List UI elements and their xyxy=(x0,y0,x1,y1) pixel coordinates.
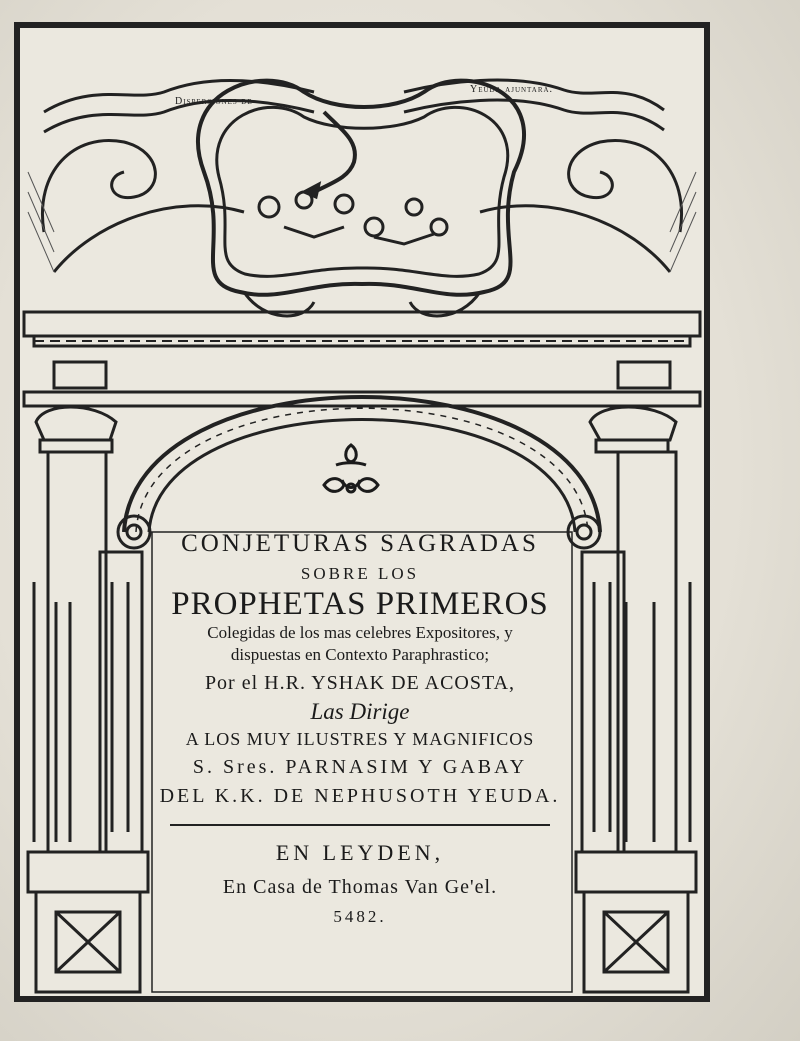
subtitle-line-b: dispuestas en Contexto Paraphrastico; xyxy=(230,645,490,664)
title-text-block xyxy=(150,530,570,927)
title-line-2: SOBRE LOS xyxy=(300,564,420,583)
dedication-line: Las Dirige xyxy=(310,699,410,724)
imprint-place: EN LEYDEN, xyxy=(275,840,445,865)
main-title: PROPHETAS PRIMEROS xyxy=(171,586,549,622)
subtitle-line-a: Colegidas de los mas celebres Expositores, y xyxy=(207,623,513,642)
imprint-year: 5482. xyxy=(333,907,387,926)
banner-left-text: Dispersiones de xyxy=(175,96,253,107)
title-line-1: CONJETURAS SAGRADAS xyxy=(181,530,539,557)
fleuron-ornament-icon xyxy=(316,440,386,510)
congregation-line: DEL K.K. DE NEPHUSOTH YEUDA. xyxy=(159,785,561,807)
officers-line: S. Sres. PARNASIM Y GABAY xyxy=(192,756,528,778)
dedicatees-line: A LOS MUY ILUSTRES Y MAGNIFICOS xyxy=(185,729,535,749)
author-line: Por el H.R. YSHAK DE ACOSTA, xyxy=(204,672,516,694)
banner-right-text: Yeuda ajuntará. xyxy=(470,84,554,95)
imprint-printer: En Casa de Thomas Van Ge'el. xyxy=(222,876,498,898)
divider-rule xyxy=(170,824,550,826)
